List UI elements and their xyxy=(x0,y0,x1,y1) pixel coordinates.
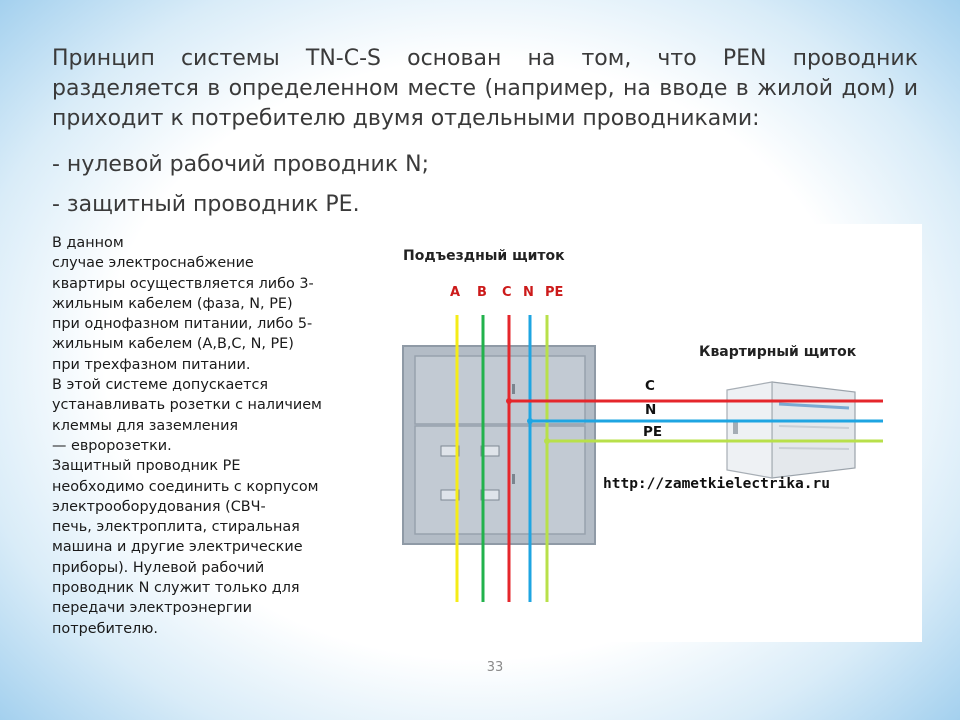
wire-label-pe: PE xyxy=(643,424,663,440)
body-line: случае электроснабжение xyxy=(52,255,254,272)
body-line: при однофазном питании, либо 5- xyxy=(52,316,313,333)
page-number: 33 xyxy=(486,660,504,675)
body-line: передачи электроэнергии xyxy=(52,600,252,617)
body-line: В данном xyxy=(52,235,124,251)
body-line: необходимо соединить с корпусом xyxy=(52,478,319,495)
apartment-panel-cabinet xyxy=(727,382,855,478)
body-line: приборы). Нулевой рабочий xyxy=(52,559,265,576)
body-line: квартиры осуществляется либо 3- xyxy=(52,275,314,292)
body-line: Защитный проводник PE xyxy=(52,458,241,475)
body-line: В этой системе допускается xyxy=(52,377,269,394)
body-paragraph xyxy=(52,233,362,639)
body-line: при трехфазном питании. xyxy=(52,356,251,373)
body-line: электрооборудования (СВЧ- xyxy=(52,498,266,515)
entrance-panel-cabinet xyxy=(403,346,595,544)
wiring-diagram xyxy=(367,224,922,642)
entrance-panel-title: Подъездный щиток xyxy=(403,248,565,264)
phase-label-c: C xyxy=(502,285,512,300)
body-line: проводник N служит только для xyxy=(52,580,300,597)
apartment-panel-title: Квартирный щиток xyxy=(699,344,857,360)
phase-label-pe: PE xyxy=(545,285,564,300)
phase-label-n: N xyxy=(523,285,534,300)
body-line: печь, электроплита, стиральная xyxy=(52,519,300,536)
body-line: машина и другие электрические xyxy=(52,539,303,556)
body-line: клеммы для заземления xyxy=(52,417,239,434)
wire-label-c: C xyxy=(645,378,655,394)
wire-label-n: N xyxy=(645,402,657,418)
bullet-neutral-conductor: - нулевой рабочий проводник N; xyxy=(52,152,429,177)
phase-label-a: A xyxy=(450,285,461,300)
source-url: http://zametkielectrika.ru xyxy=(603,476,830,492)
phase-label-b: B xyxy=(477,285,487,300)
slide-heading: Принцип системы TN-C-S основан на том, что PEN проводник разделяется в определенном месте (например, на вводе в жилой дом) и приходит к потребителю двумя отдельными проводниками: xyxy=(52,46,918,131)
body-line: потребителю. xyxy=(52,620,158,637)
bullet-protective-conductor: - защитный проводник PE. xyxy=(52,192,360,217)
body-line: жильным кабелем (A,B,C, N, PE) xyxy=(52,336,294,353)
body-line: жильным кабелем (фаза, N, PE) xyxy=(52,295,293,312)
body-line: устанавливать розетки с наличием xyxy=(52,397,322,414)
body-line: — евророзетки. xyxy=(52,437,172,454)
